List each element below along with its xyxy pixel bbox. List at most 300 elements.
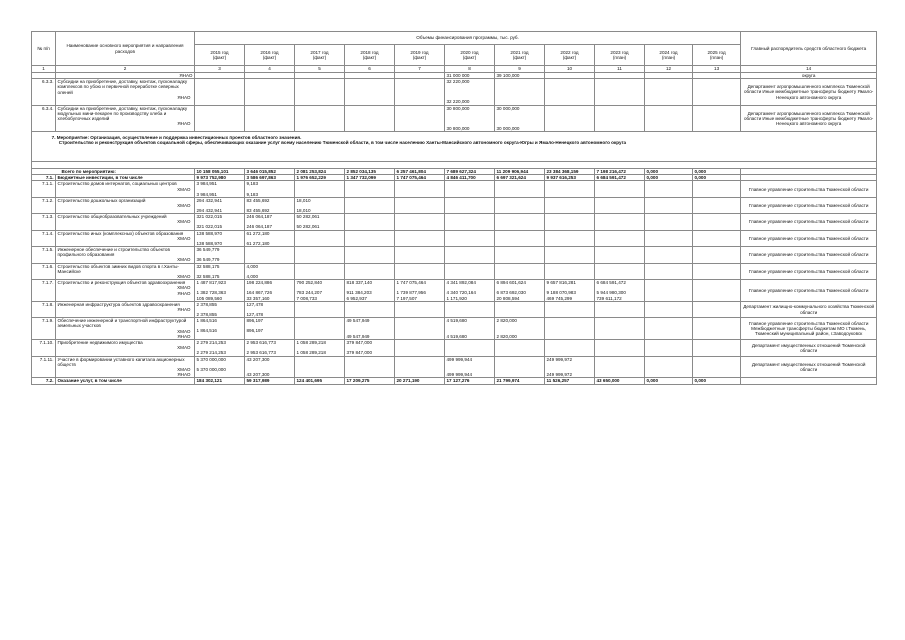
financing-table-sheet — [31, 31, 876, 385]
region-label: ЯНАО — [177, 94, 191, 100]
value-sub — [497, 186, 543, 191]
section-heading — [32, 132, 877, 162]
table-row — [32, 301, 877, 317]
column-number: 12 — [645, 66, 693, 73]
value-top: 127,478 — [246, 301, 264, 307]
row-number: 6.3.3. — [32, 79, 56, 105]
region-label: ХМАО — [177, 328, 191, 334]
value-cell — [195, 301, 245, 317]
region-label: ХМАО — [177, 257, 191, 263]
value-sub: 32 220,000 — [446, 99, 470, 105]
value-cell — [195, 197, 245, 213]
value-cell — [693, 197, 741, 213]
row-text: Строительство объектов зимних видов спорта в г.Ханты-Мансийске — [57, 263, 179, 274]
value-sub: 1 058 289,218 — [296, 350, 326, 356]
value-sub — [597, 367, 643, 372]
row-text: Инженерная инфраструктура объектов здравоохранения — [57, 301, 180, 307]
value-sub — [647, 219, 691, 224]
value-sub — [347, 219, 393, 224]
column-number: 10 — [545, 66, 595, 73]
value-sub — [695, 307, 739, 312]
header-year — [345, 45, 395, 66]
value-cell — [445, 214, 495, 230]
value-cell — [245, 181, 295, 197]
value-cell — [693, 181, 741, 197]
value-top: 499 999,944 — [446, 356, 473, 362]
section-line-1: Мероприятие: Организация, осуществление и поддержка инвестиционных проектов областного значения. — [56, 135, 302, 141]
value-cell — [295, 197, 345, 213]
value-top: 9 657 816,281 — [546, 280, 576, 286]
value-top: 50 282,061 — [296, 214, 320, 220]
value-cell — [395, 181, 445, 197]
value-cell — [295, 318, 345, 340]
section-line-2: Строительство и реконструкция объектов социальной сферы, обеспечивающих оказание услуг всему населению Тюменской области, в том числе населению Ханты-Мансийского автономного округа-Югры и Ямало-Ненецкого автономного округа — [58, 140, 627, 146]
region-label: ХМАО — [177, 219, 191, 225]
value-cell: 0,000 — [693, 378, 741, 384]
value-sub — [347, 203, 393, 208]
value-cell: 17 209,275 — [345, 378, 395, 384]
row-description — [56, 318, 195, 340]
value-cell: 1 347 732,099 — [345, 175, 395, 181]
value-cell — [245, 356, 295, 378]
value-sub — [647, 186, 691, 191]
value-sub — [695, 345, 739, 350]
value-sub — [547, 252, 593, 257]
value-cell — [195, 356, 245, 378]
value-sub — [397, 203, 443, 208]
value-cell — [445, 280, 495, 302]
header-year — [245, 45, 295, 66]
value-sub — [347, 269, 393, 274]
value-cell — [295, 356, 345, 378]
row-text: Строительство дошкольных организаций — [57, 197, 146, 203]
row-text: Строительство и реконструкция объектов здравоохранения — [57, 280, 186, 286]
column-number: 11 — [595, 66, 645, 73]
header-year-label: 2021 год — [510, 49, 529, 55]
value-cell — [595, 356, 645, 378]
value-sub — [547, 328, 593, 333]
value-cell — [495, 301, 545, 317]
value-cell: 1 747 075,464 — [395, 175, 445, 181]
row-number: 7.1.11. — [32, 356, 56, 378]
value-sub — [297, 236, 343, 241]
value-cell: 11 209 906,944 — [495, 169, 545, 175]
value-cell — [295, 214, 345, 230]
value-sub: 20 808,594 — [496, 295, 520, 301]
value-sub — [497, 269, 543, 274]
value-sub: 4 340 720,164 — [446, 290, 476, 296]
value-sub — [695, 290, 739, 295]
row-text: Строительство общеобразовательных учреждений — [57, 214, 167, 220]
value-sub — [447, 186, 493, 191]
value-cell: 2 081 253,824 — [295, 169, 345, 175]
value-cell: 7 689 627,324 — [445, 169, 495, 175]
value-cell — [195, 214, 245, 230]
value-sub — [397, 307, 443, 312]
row-description — [56, 301, 195, 317]
row-description — [56, 280, 195, 302]
header-year-label: 2019 год — [410, 49, 429, 55]
header-year-label: 2022 год — [560, 49, 579, 55]
value-top: 3 984,951 — [196, 181, 217, 187]
value-top: 61 272,180 — [246, 230, 270, 236]
value-cell — [395, 230, 445, 246]
value-top: 790 252,840 — [296, 280, 323, 286]
value-cell — [445, 247, 495, 264]
value-cell — [445, 340, 495, 356]
value-cell: 17 127,276 — [445, 378, 495, 384]
row-text: Субсидии на приобретение, доставку, монтаж, пусконаладку комплексов по убою и первичной переработке северных оленей — [57, 79, 188, 95]
header-year — [295, 45, 345, 66]
row-text: Участие в формировании уставного капитала акционерных обществ — [57, 356, 185, 367]
row-text: Приобретение недвижимого имущества — [57, 340, 143, 346]
total-label-text: Всего по мероприятию: — [61, 169, 116, 175]
value-sub — [497, 367, 543, 372]
value-sub: 30 800,000 — [446, 125, 470, 131]
value-sub: 246 064,187 — [246, 224, 273, 230]
value-cell — [445, 356, 495, 378]
header-year-status: (факт) — [262, 55, 277, 60]
value-sub — [397, 367, 443, 372]
value-cell — [693, 247, 741, 264]
value-top: 2 953 616,773 — [246, 340, 276, 346]
manager-cell: округа — [741, 73, 877, 79]
value-sub — [597, 203, 643, 208]
value-cell — [595, 263, 645, 280]
region-label: ХМАО — [177, 345, 191, 351]
value-cell — [445, 263, 495, 280]
value-cell — [595, 280, 645, 302]
row-label: Оказание услуг, в том числе — [56, 378, 195, 384]
region-label: ХМАО — [177, 285, 191, 291]
column-number: 2 — [56, 66, 195, 73]
value-sub: 33 357,160 — [246, 295, 270, 301]
region-label: ЯНАО — [177, 121, 191, 127]
value-sub — [547, 345, 593, 350]
header-name: Наименование основного мероприятия и направления расходов — [56, 32, 195, 66]
value-sub — [447, 236, 493, 241]
value-sub: 499 999,944 — [446, 371, 473, 377]
value-top: 294 432,941 — [196, 197, 223, 203]
value-cell — [295, 230, 345, 246]
value-cell — [545, 340, 595, 356]
financing-table — [31, 31, 877, 385]
value-cell — [395, 247, 445, 264]
value-cell — [345, 230, 395, 246]
row-number: 7.1.3. — [32, 214, 56, 230]
value-sub — [297, 252, 343, 257]
row-text: Строительство домов интернатов, социальных центров — [57, 181, 177, 187]
value-cell — [495, 214, 545, 230]
value-top: 4 519,680 — [446, 318, 467, 324]
value-sub — [647, 269, 691, 274]
value-sub — [497, 307, 543, 312]
value-cell: 0,000 — [645, 175, 693, 181]
header-no: № п/п — [32, 32, 56, 66]
value-cell: 7 198 216,472 — [595, 169, 645, 175]
value-cell — [345, 197, 395, 213]
value-cell — [395, 263, 445, 280]
value-sub: 9,183 — [246, 191, 258, 197]
value-sub: 30 000,000 — [496, 125, 520, 131]
value-cell: 59 317,989 — [245, 378, 295, 384]
header-year — [595, 45, 645, 66]
value-cell — [395, 318, 445, 340]
header-year — [545, 45, 595, 66]
value-top: 32 220,000 — [446, 79, 470, 85]
value-sub: 32 588,175 — [196, 273, 220, 279]
value-sub: 6 873 692,030 — [496, 290, 526, 296]
value-sub: 61 272,180 — [246, 240, 270, 246]
value-cell — [345, 356, 395, 378]
value-cell — [495, 230, 545, 246]
value-sub — [247, 252, 293, 257]
value-sub — [695, 203, 739, 208]
header-year-status: (факт) — [412, 55, 427, 60]
value-cell — [345, 181, 395, 197]
value-cell: 3 646 015,852 — [245, 169, 295, 175]
value-cell — [395, 356, 445, 378]
value-cell — [445, 105, 495, 131]
value-cell — [345, 247, 395, 264]
region-label: ЯНАО — [177, 307, 191, 313]
value-sub — [597, 252, 643, 257]
value-sub — [647, 252, 691, 257]
value-top: 138 588,970 — [196, 230, 223, 236]
value-cell — [245, 263, 295, 280]
value-cell — [645, 356, 693, 378]
value-top: 83 455,692 — [246, 197, 270, 203]
value-cell — [445, 301, 495, 317]
value-cell — [395, 340, 445, 356]
manager-cell: Главное управление строительства Тюменской области — [741, 230, 877, 246]
value-cell — [545, 214, 595, 230]
value-cell — [245, 197, 295, 213]
value-cell — [693, 340, 741, 356]
value-cell — [345, 340, 395, 356]
header-year-label: 2015 год — [210, 49, 229, 55]
row-number: 7.1.4. — [32, 230, 56, 246]
header-year-label: 2024 год — [659, 49, 678, 55]
row-description — [56, 197, 195, 213]
value-sub: 896,197 — [246, 328, 264, 334]
value-top: 30 800,000 — [446, 105, 470, 111]
value-sub — [247, 334, 293, 339]
value-cell — [245, 247, 295, 264]
spacer-row — [32, 162, 877, 169]
region-label: ХМАО — [177, 274, 191, 280]
table-row — [32, 318, 877, 340]
value-cell — [495, 340, 545, 356]
column-number: 14 — [741, 66, 877, 73]
value-sub: 7 197,507 — [396, 295, 417, 301]
value-sub — [397, 252, 443, 257]
value-sub: 783 244,207 — [296, 290, 323, 296]
row-number: 7.2. — [32, 378, 56, 384]
value-sub — [397, 328, 443, 333]
value-top: 9,183 — [246, 181, 258, 187]
header-year-status: (план) — [612, 55, 627, 60]
value-cell — [395, 214, 445, 230]
value-sub: 127,478 — [246, 312, 264, 318]
value-sub: 1 739 877,956 — [396, 290, 426, 296]
value-cell — [545, 280, 595, 302]
value-cell: 11 526,257 — [545, 378, 595, 384]
column-number: 1 — [32, 66, 56, 73]
value-cell — [295, 181, 345, 197]
value-top: 6 684 591,472 — [596, 280, 626, 286]
column-number: 5 — [295, 66, 345, 73]
value-sub — [547, 269, 593, 274]
value-sub — [397, 269, 443, 274]
column-number: 13 — [693, 66, 741, 73]
value-cell — [495, 318, 545, 340]
value-cell: 1 976 652,229 — [295, 175, 345, 181]
row-description — [56, 230, 195, 246]
value-sub — [297, 307, 343, 312]
value-cell: 9 973 752,980 — [195, 175, 245, 181]
value-cell — [595, 318, 645, 340]
value-sub — [547, 203, 593, 208]
manager-cell: Главное управление строительства Тюменской области — [741, 181, 877, 197]
value-cell: 3 586 697,863 — [245, 175, 295, 181]
value-sub: 911 384,203 — [346, 290, 372, 296]
row-text: Обеспечение инженерной и транспортной инфраструктурой земельных участков — [57, 318, 187, 329]
manager-cell: Главное управление строительства Тюменской области — [741, 214, 877, 230]
value-top: 379 847,000 — [346, 340, 373, 346]
value-cell — [545, 181, 595, 197]
value-cell — [195, 318, 245, 340]
value-sub — [347, 186, 393, 191]
value-cell: 0,000 — [645, 378, 693, 384]
value-sub — [497, 252, 543, 257]
header-year — [495, 45, 545, 66]
value-sub — [497, 345, 543, 350]
value-cell — [395, 197, 445, 213]
table-row — [32, 356, 877, 378]
value-sub — [447, 269, 493, 274]
header-year-label: 2020 год — [460, 49, 479, 55]
value-sub — [547, 186, 593, 191]
value-sub — [297, 328, 343, 333]
value-top: 4 341 892,084 — [446, 280, 476, 286]
value-cell — [445, 79, 495, 105]
value-sub — [347, 252, 393, 257]
row-number: 7.1.1. — [32, 181, 56, 197]
value-sub — [397, 186, 443, 191]
region-label: ХМАО — [177, 203, 191, 209]
value-sub: 4 519,680 — [446, 333, 467, 339]
value-cell — [195, 247, 245, 264]
manager-cell: Главное управление строительства Тюменской области — [741, 263, 877, 280]
value-sub: 50 282,061 — [296, 224, 320, 230]
value-top: 6 894 601,624 — [496, 280, 526, 286]
manager-cell: Главное управление строительства Тюменской области Межбюджетные трансферты бюджетам МО г.Тюмень, Тюменский муниципальный район, г.Заводоуковск — [741, 318, 877, 340]
value-cell — [595, 230, 645, 246]
header-year-status: (план) — [661, 55, 676, 60]
value-cell — [545, 230, 595, 246]
value-sub — [647, 307, 691, 312]
value-sub — [397, 345, 443, 350]
value-cell: 23 384 368,159 — [545, 169, 595, 175]
value-sub — [547, 307, 593, 312]
header-year-label: 2023 год — [610, 49, 629, 55]
column-number: 8 — [445, 66, 495, 73]
value-cell — [693, 356, 741, 378]
row-number: 7.1.8. — [32, 301, 56, 317]
column-number: 3 — [195, 66, 245, 73]
value-sub — [397, 219, 443, 224]
value-cell — [445, 197, 495, 213]
value-sub — [497, 236, 543, 241]
header-year-status: (факт) — [212, 55, 227, 60]
value-sub — [347, 367, 393, 372]
region-label: ХМАО — [177, 366, 191, 372]
value-sub: 2 820,000 — [496, 333, 517, 339]
row-text: Строительство иных (комплексных) объектов образования — [57, 230, 184, 236]
value-cell: 39 100,000 — [495, 73, 545, 79]
value-cell — [245, 301, 295, 317]
manager-cell: Департамент агропромышленного комплекса Тюменской области Иные межбюджетные трансферты бюджету Ямало-Ненецкого автономного округа — [741, 105, 877, 131]
value-cell — [645, 230, 693, 246]
value-sub: 294 432,941 — [196, 208, 223, 214]
value-sub: 2 279 214,253 — [196, 350, 226, 356]
value-sub: 18,010 — [296, 208, 311, 214]
value-sub: 321 022,015 — [196, 224, 223, 230]
value-cell — [545, 356, 595, 378]
value-sub — [497, 219, 543, 224]
value-cell — [445, 230, 495, 246]
value-cell — [345, 301, 395, 317]
row-number: 7.1. — [32, 175, 56, 181]
header-manager: Главный распорядитель средств областного бюджета — [741, 32, 877, 66]
manager-cell: Главное управление строительства Тюменской области — [741, 247, 877, 264]
value-sub: 83 455,692 — [246, 208, 270, 214]
row-number: 7.1.6. — [32, 263, 56, 280]
value-cell: 4 846 411,700 — [445, 175, 495, 181]
header-year-label: 2016 год — [260, 49, 279, 55]
value-cell — [495, 181, 545, 197]
manager-cell: Главное управление строительства Тюменской области — [741, 280, 877, 302]
value-cell — [245, 318, 295, 340]
value-cell — [245, 280, 295, 302]
value-cell: 9 937 616,253 — [545, 175, 595, 181]
row-description — [56, 263, 195, 280]
header-year-label: 2017 год — [310, 49, 329, 55]
value-cell: 124 401,695 — [295, 378, 345, 384]
value-sub — [297, 186, 343, 191]
row-text: Субсидии на приобретение, доставку, монтаж, пусконаладку модульных мини-пекарен по производству хлеба и хлебобулочных изделий — [57, 105, 188, 122]
value-cell: 2 852 034,135 — [345, 169, 395, 175]
row-number: 7.1.10. — [32, 340, 56, 356]
value-sub — [347, 307, 393, 312]
table-row — [32, 181, 877, 197]
value-sub — [695, 252, 739, 257]
value-cell — [495, 356, 545, 378]
value-cell: 6 684 591,472 — [595, 175, 645, 181]
value-sub — [695, 186, 739, 191]
value-sub — [597, 307, 643, 312]
value-cell — [295, 301, 345, 317]
value-sub — [547, 236, 593, 241]
value-top: 18,010 — [296, 197, 311, 203]
row-number: 7.1.2. — [32, 197, 56, 213]
column-number: 9 — [495, 66, 545, 73]
table-row — [32, 214, 877, 230]
region-label: ЯНАО — [177, 290, 191, 296]
row-number: 6.3.4. — [32, 105, 56, 131]
value-sub — [597, 236, 643, 241]
